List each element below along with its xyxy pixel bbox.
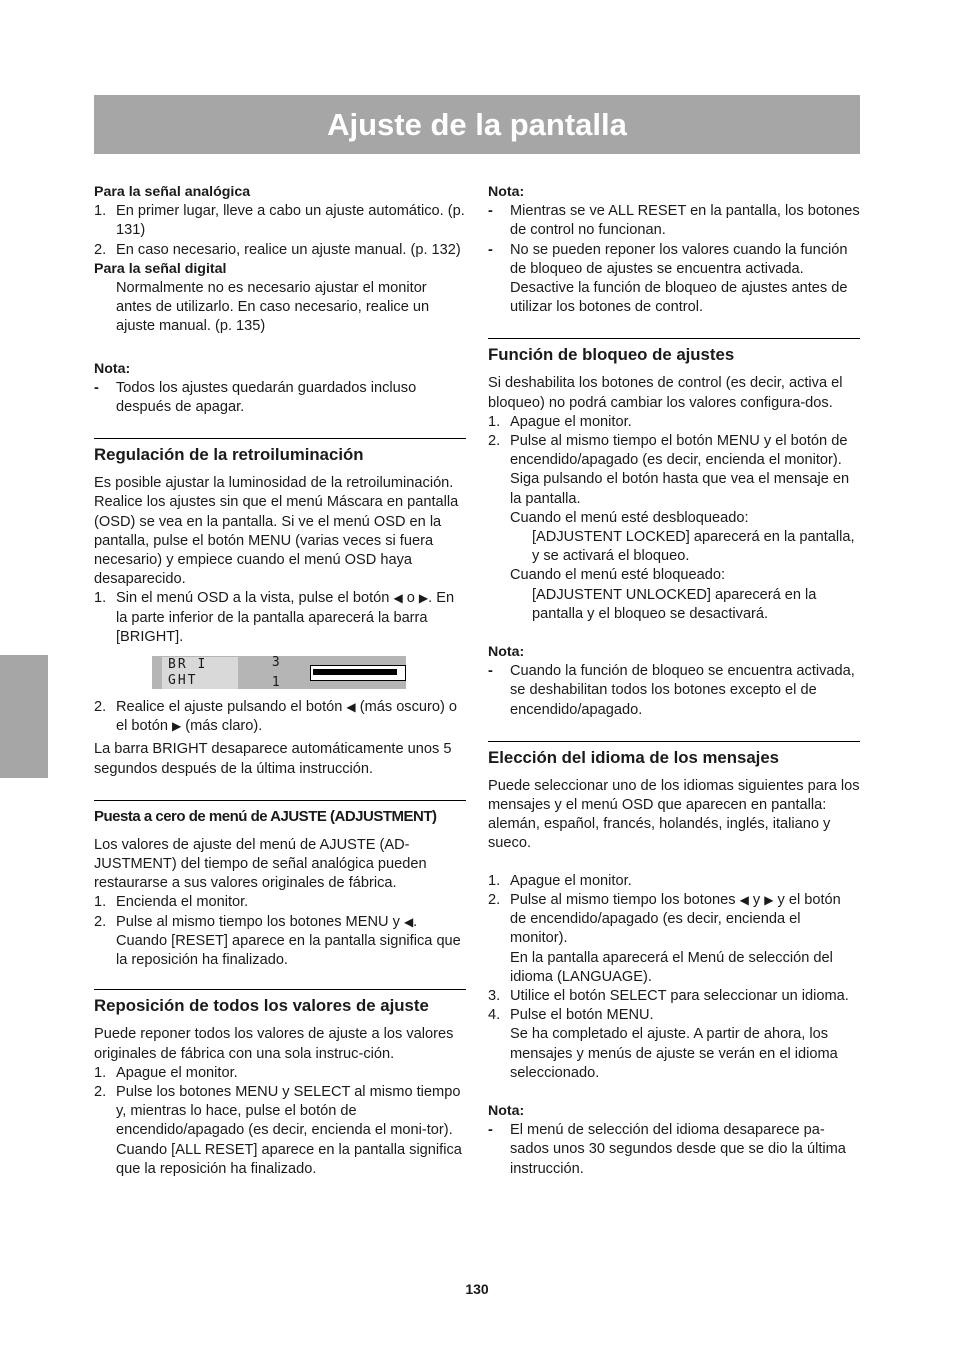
step-number: 2. xyxy=(94,699,107,716)
note-item xyxy=(488,1121,860,1179)
note-label: Nota: xyxy=(94,360,131,377)
step-text: Pulse el botón MENU. xyxy=(510,1007,654,1024)
step-number: 1. xyxy=(94,894,107,911)
section-heading-reset-all: Reposición de todos los valores de ajuste xyxy=(94,989,466,1017)
dash-bullet: - xyxy=(488,203,493,220)
step-number: 3. xyxy=(488,987,501,1004)
step-number: 1. xyxy=(488,413,501,430)
step-text xyxy=(510,891,860,949)
list-item xyxy=(488,987,860,1006)
note-item xyxy=(94,379,466,417)
list-item xyxy=(488,413,860,432)
step-text-c: (más claro). xyxy=(181,718,263,735)
dash-bullet: - xyxy=(488,1122,493,1139)
step-text: Apague el monitor. xyxy=(510,413,632,430)
list-item xyxy=(94,241,466,260)
step-number: 1. xyxy=(94,590,107,607)
note-item xyxy=(488,202,860,240)
note-text: Mientras se ve ALL RESET en la pantalla, los botones de control no funcionan. xyxy=(510,203,860,239)
step-text-a: Pulse al mismo tiempo los botones xyxy=(510,891,740,908)
note-text: Cuando la función de bloqueo se encuentra activada, se deshabilitan todos los botones excepto el de encendido/apagado. xyxy=(510,663,855,718)
left-arrow-icon: ◀ xyxy=(346,700,356,715)
list-item xyxy=(488,891,860,949)
step-text: Apague el monitor. xyxy=(510,872,632,889)
step-text: Utilice el botón SELECT para seleccionar un idioma. xyxy=(510,987,849,1004)
step-number: 2. xyxy=(488,891,501,908)
lang-step4-cont: Se ha completado el ajuste. A partir de ahora, los mensajes y menús de ajuste se verán en el idioma seleccionado. xyxy=(510,1026,838,1081)
osd-level-bar xyxy=(310,665,406,681)
step-number: 4. xyxy=(488,1007,501,1024)
note-label: Nota: xyxy=(488,184,525,200)
title-bar xyxy=(94,95,860,154)
step-number: 2. xyxy=(94,913,107,930)
list-item xyxy=(94,1064,466,1083)
left-column xyxy=(94,183,466,1179)
lock-unlocked-when: Cuando el menú esté desbloqueado: xyxy=(510,509,749,526)
right-arrow-icon: ▶ xyxy=(418,591,429,606)
dash-bullet: - xyxy=(488,663,493,680)
list-item xyxy=(488,1006,860,1025)
lang-step2-cont: En la pantalla aparecerá el Menú de selección del idioma (LANGUAGE). xyxy=(510,949,833,985)
lock-locked-when: Cuando el menú esté bloqueado: xyxy=(510,567,726,584)
digital-text: Normalmente no es necesario ajustar el monitor antes de utilizarlo. En caso necesario, realice un ajuste manual. (p. 135) xyxy=(116,280,430,335)
step-number: 1. xyxy=(488,872,501,889)
list-item xyxy=(94,202,466,240)
step-text-a: Realice el ajuste pulsando el botón xyxy=(116,699,347,716)
step-text: En caso necesario, realice un ajuste manual. (p. 132) xyxy=(116,241,461,258)
right-arrow-icon: ▶ xyxy=(764,892,774,907)
step-text xyxy=(116,589,466,647)
reset-all-intro: Puede reponer todos los valores de ajuste a los valores originales de fábrica con una sola instruc-ción. xyxy=(94,1026,454,1062)
step-number: 1. xyxy=(94,203,107,220)
backlight-intro: Es posible ajustar la luminosidad de la retroiluminación. Realice los ajustes sin que el menú Máscara en pantalla (OSD) se vea en la pantalla. Si ve el menú OSD en la pantalla, pulse el botón MENU (varias veces si fuera necesario) y empiece cuando el menú OSD haya desaparecido. xyxy=(94,475,459,588)
step-text: Apague el monitor. xyxy=(116,1064,238,1081)
list-item xyxy=(488,872,860,891)
osd-bright-bar xyxy=(152,656,406,689)
dash-bullet: - xyxy=(488,241,493,258)
page-title: Ajuste de la pantalla xyxy=(327,106,627,142)
step-number: 2. xyxy=(488,433,501,450)
note-text: Todos los ajustes quedarán guardados incluso después de apagar. xyxy=(116,379,417,416)
osd-bright-label: BR I GHT xyxy=(162,657,238,689)
list-item xyxy=(94,698,466,736)
step-text-b: (más oscuro) o el botón xyxy=(116,699,458,735)
osd-bright-value: 3 1 xyxy=(271,655,283,690)
step-number: 2. xyxy=(94,241,107,258)
note-label: Nota: xyxy=(488,1102,525,1119)
note-item xyxy=(488,241,860,318)
step-text-b: o xyxy=(402,590,419,607)
list-item xyxy=(94,1083,466,1179)
section-heading-lock: Función de bloqueo de ajustes xyxy=(488,338,860,366)
section-heading-language: Elección del idioma de los mensajes xyxy=(488,741,860,769)
step-text: Pulse al mismo tiempo el botón MENU y el botón de encendido/apagado (es decir, encienda el monitor). xyxy=(510,433,848,469)
left-arrow-icon: ◀ xyxy=(739,892,749,907)
analog-label: Para la señal analógica xyxy=(94,184,251,200)
step-number: 2. xyxy=(94,1083,107,1100)
lock-locked-msg: [ADJUSTENT UNLOCKED] aparecerá en la pantalla y el bloqueo se desactivará. xyxy=(532,586,817,622)
list-item xyxy=(94,893,466,912)
step-text-b: y xyxy=(748,891,765,908)
dash-bullet: - xyxy=(94,379,99,396)
right-column xyxy=(488,183,860,1179)
list-item xyxy=(94,589,466,647)
lock-intro: Si deshabilita los botones de control (es decir, activa el bloqueo) no podrá cambiar los valores configura-dos. xyxy=(488,375,843,411)
lock-step2-cont: Siga pulsando el botón hasta que vea el mensaje en la pantalla. xyxy=(510,471,850,507)
osd-level-fill xyxy=(313,669,397,675)
step-text-c: y el botón de encendido/apagado (es decir, encienda el monitor). xyxy=(510,891,841,947)
page-number: 130 xyxy=(465,1281,489,1297)
step-text xyxy=(116,913,466,971)
right-arrow-icon: ▶ xyxy=(172,719,182,734)
list-item xyxy=(94,913,466,971)
backlight-outro: La barra BRIGHT desaparece automáticamente unos 5 segundos después de la última instrucción. xyxy=(94,741,452,777)
digital-label: Para la señal digital xyxy=(94,260,227,277)
section-heading-backlight: Regulación de la retroiluminación xyxy=(94,438,466,466)
note-label: Nota: xyxy=(488,644,525,661)
step-text: Pulse los botones MENU y SELECT al mismo tiempo y, mientras lo hace, pulse el botón de encendido/apagado (es decir, encienda el moni-tor). Cuando [ALL RESET] aparece en la pantalla significa que la reposición ha finalizado. xyxy=(116,1083,462,1177)
reset-adjustment-intro: Los valores de ajuste del menú de AJUSTE (AD-JUSTMENT) del tiempo de señal analógica pueden restaurarse a sus valores originales de fábrica. xyxy=(94,836,427,892)
step-text-a: Pulse al mismo tiempo los botones MENU y xyxy=(116,913,404,930)
left-arrow-icon: ◀ xyxy=(393,591,403,606)
step-text-a: Sin el menú OSD a la vista, pulse el botón xyxy=(116,590,394,607)
step-text-c: . En la parte inferior de la pantalla aparecerá la barra [BRIGHT]. xyxy=(116,590,455,645)
section-heading-reset-adjustment: Puesta a cero de menú de AJUSTE (ADJUSTMENT) xyxy=(94,800,466,828)
left-arrow-icon: ◀ xyxy=(403,914,414,929)
lang-intro: Puede seleccionar uno de los idiomas siguientes para los mensajes y el menú OSD que aparecen en pantalla: alemán, español, francés, holandés, inglés, italiano y sueco. xyxy=(488,777,860,852)
step-number: 1. xyxy=(94,1064,107,1081)
side-tab xyxy=(0,655,48,778)
note-text: El menú de selección del idioma desaparece pa-sados unos 30 segundos desde que se dio la última instrucción. xyxy=(510,1122,846,1177)
step-text xyxy=(116,698,466,736)
note-text: No se pueden reponer los valores cuando la función de bloqueo de ajustes se encuentra activada. Desactive la función de bloqueo de ajustes antes de utilizar los botones de control. xyxy=(510,241,848,316)
note-item xyxy=(488,662,860,720)
step-text-b: . Cuando [RESET] aparece en la pantalla significa que la reposición ha finalizado. xyxy=(116,913,461,969)
list-item xyxy=(488,432,860,470)
step-text: Encienda el monitor. xyxy=(116,894,249,911)
step-text: En primer lugar, lleve a cabo un ajuste automático. (p. 131) xyxy=(116,203,465,239)
lock-unlocked-msg: [ADJUSTENT LOCKED] aparecerá en la pantalla, y se activará el bloqueo. xyxy=(532,529,855,565)
